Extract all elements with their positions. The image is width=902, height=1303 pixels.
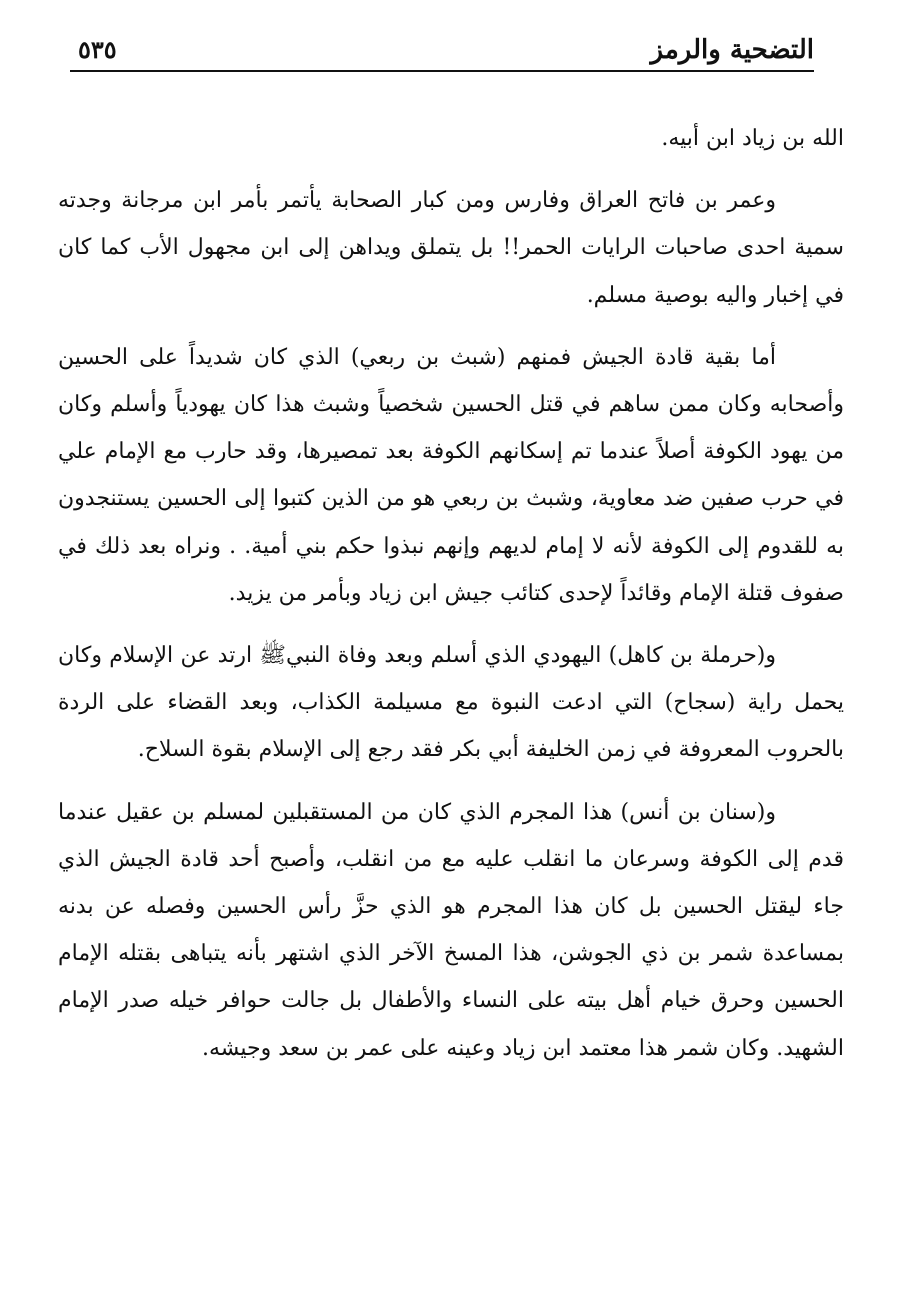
page-number: ٥٣٥ xyxy=(78,35,117,64)
paragraph-harmala: و(حرملة بن كاهل) اليهودي الذي أسلم وبعد وفاة النبيﷺ ارتد عن الإسلام وكان يحمل راية (سجاح) التي ادعت النبوة مع مسيلمة الكذاب، وبعد القضاء على الردة بالحروب المعروفة في زمن الخليفة أبي بكر فقد رجع إلى الإسلام بقوة السلاح. xyxy=(58,643,844,763)
paragraph-omar: وعمر بن فاتح العراق وفارس ومن كبار الصحابة يأتمر بأمر ابن مرجانة وجدته سمية احدى صاحبات الرايات الحمر!! بل يتملق ويداهن إلى ابن مجهول الأب كما كان في إخبار واليه بوصية مسلم. xyxy=(58,188,844,308)
chapter-title: التضحية والرمز xyxy=(650,35,814,65)
paragraph-sinan: و(سنان بن أنس) هذا المجرم الذي كان من المستقبلين لمسلم بن عقيل عندما قدم إلى الكوفة وسرعان ما انقلب عليه مع من انقلب، وأصبح أحد قادة الجيش الذي جاء ليقتل الحسين بل كان هذا المجرم هو الذي حزَّ رأس الحسين وفصله عن بدنه بمساعدة شمر بن ذي الجوشن، هذا المسخ الآخر الذي اشتهر بأنه يتباهى بقتله الإمام الحسين وحرق خيام أهل بيته على النساء والأطفال بل جالت حوافر خيله صدر الإمام الشهيد. وكان شمر هذا معتمد ابن زياد وعينه على عمر بن سعد وجيشه. xyxy=(58,799,844,1061)
body-text xyxy=(58,115,844,1087)
paragraph-shabath: أما بقية قادة الجيش فمنهم (شبث بن ربعي) الذي كان شديداً على الحسين وأصحابه وكان ممن ساهم في قتل الحسين شخصياً وشبث هذا كان يهودياً وأسلم وكان من يهود الكوفة أصلاً عندما تم إسكانهم الكوفة بعد تمصيرها، وقد حارب مع الإمام علي في حرب صفين ضد معاوية، وشبث بن ربعي هو من الذين كتبوا إلى الحسين يستنجدون به للقدوم إلى الكوفة لأنه لا إمام لديهم وإنهم نبذوا حكم بني أمية. . ونراه بعد ذلك في صفوف قتلة الإمام وقائداً لإحدى كتائب جيش ابن زياد وبأمر من يزيد. xyxy=(58,344,844,606)
paragraph-continuation: الله بن زياد ابن أبيه. xyxy=(661,126,844,151)
running-header xyxy=(70,30,814,72)
